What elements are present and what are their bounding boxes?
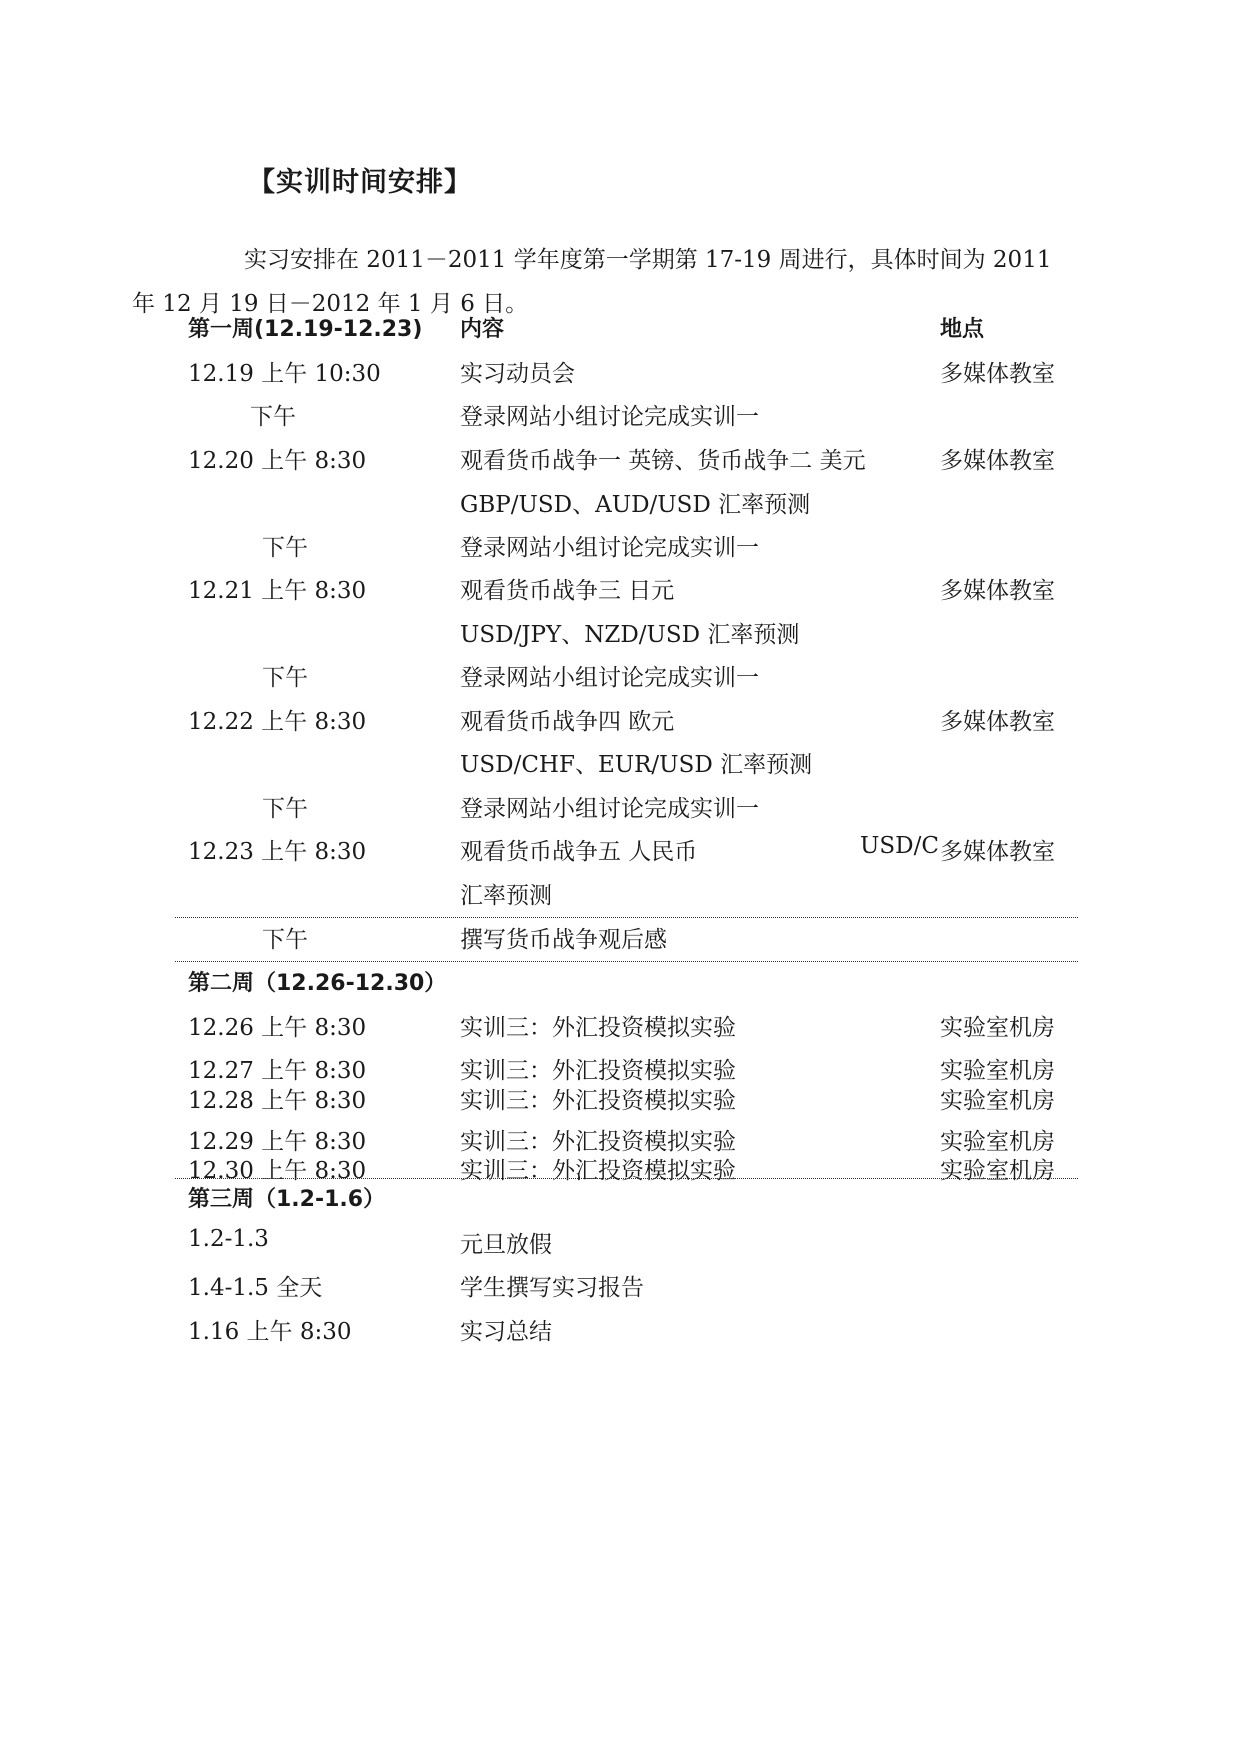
week2-title: 第二周（12.26-12.30）: [188, 971, 447, 996]
row-content: 观看货币战争一 英镑、货币战争二 美元: [460, 448, 866, 474]
row-location: 实验室机房: [940, 1015, 1055, 1041]
row-location: 实验室机房: [940, 1158, 1055, 1184]
row-time: 1.16 上午 8:30: [188, 1319, 352, 1345]
location-column-header: 地点: [940, 317, 985, 342]
schedule-row: [188, 1269, 1088, 1309]
row-content: 元旦放假: [460, 1232, 552, 1258]
row-location: 多媒体教室: [940, 578, 1055, 604]
row-time: 12.19 上午 10:30: [188, 361, 381, 387]
row-content: 登录网站小组讨论完成实训一: [460, 535, 759, 561]
row-content-continued: USD/C: [860, 833, 939, 859]
dotted-divider: [175, 917, 1078, 918]
row-time: 12.29 上午 8:30: [188, 1129, 367, 1155]
row-content: USD/JPY、NZD/USD 汇率预测: [460, 622, 800, 648]
row-time: 12.26 上午 8:30: [188, 1015, 367, 1041]
week1-title: 第一周(12.19-12.23): [188, 317, 423, 342]
row-time: 下午: [262, 927, 308, 953]
schedule-row: [188, 1009, 1088, 1049]
intro-line-2: 年 12 月 19 日－2012 年 1 月 6 日。: [132, 291, 529, 317]
schedule-row: [188, 1313, 1088, 1353]
schedule-row: [188, 572, 1088, 612]
row-content: 实训三：外汇投资模拟实验: [460, 1058, 736, 1084]
schedule-row: [188, 486, 1088, 526]
row-time: 1.4-1.5 全天: [188, 1275, 323, 1301]
row-content: 观看货币战争五 人民币: [460, 839, 698, 865]
row-content: 实训三：外汇投资模拟实验: [460, 1129, 736, 1155]
row-location: 实验室机房: [940, 1058, 1055, 1084]
row-content: 汇率预测: [460, 883, 552, 909]
row-content: 撰写货币战争观后感: [460, 927, 667, 953]
schedule-row: [188, 921, 1088, 961]
row-time: 12.22 上午 8:30: [188, 709, 367, 735]
row-content: GBP/USD、AUD/USD 汇率预测: [460, 492, 811, 518]
schedule-row: [188, 790, 1088, 830]
schedule-row: [188, 398, 1088, 438]
row-time: 12.23 上午 8:30: [188, 839, 367, 865]
row-content: 登录网站小组讨论完成实训一: [460, 665, 759, 691]
row-content: 实训三：外汇投资模拟实验: [460, 1088, 736, 1114]
row-content: 实习动员会: [460, 361, 575, 387]
week1-header-row: [188, 312, 1088, 352]
row-location: 多媒体教室: [940, 839, 1055, 865]
row-time: 12.28 上午 8:30: [188, 1088, 367, 1114]
row-time: 下午: [262, 796, 308, 822]
schedule-row: [188, 1082, 1088, 1122]
row-content: 实训三：外汇投资模拟实验: [460, 1158, 736, 1184]
row-content: 观看货币战争三 日元: [460, 578, 675, 604]
row-content: 实训三：外汇投资模拟实验: [460, 1015, 736, 1041]
row-content: 登录网站小组讨论完成实训一: [460, 796, 759, 822]
schedule-row: [188, 746, 1088, 786]
row-time: 1.2-1.3: [188, 1226, 269, 1252]
row-time: 12.21 上午 8:30: [188, 578, 367, 604]
row-time: 下午: [262, 665, 308, 691]
row-location: 多媒体教室: [940, 709, 1055, 735]
row-content: USD/CHF、EUR/USD 汇率预测: [460, 752, 813, 778]
row-location: 实验室机房: [940, 1088, 1055, 1114]
row-content: 观看货币战争四 欧元: [460, 709, 675, 735]
row-content: 学生撰写实习报告: [460, 1275, 644, 1301]
row-content: 实习总结: [460, 1319, 552, 1345]
row-time: 12.20 上午 8:30: [188, 448, 367, 474]
dotted-divider: [175, 961, 1078, 962]
schedule-row: [188, 529, 1088, 569]
row-time: 下午: [262, 535, 308, 561]
schedule-row: [188, 355, 1088, 395]
week3-title: 第三周（1.2-1.6）: [188, 1187, 386, 1212]
row-location: 多媒体教室: [940, 448, 1055, 474]
schedule-row: [188, 877, 1088, 917]
content-column-header: 内容: [460, 317, 505, 342]
row-time: 下午: [250, 404, 296, 430]
intro-line-1: 实习安排在 2011－2011 学年度第一学期第 17-19 周进行，具体时间为 2011: [244, 247, 1052, 273]
row-content: 登录网站小组讨论完成实训一: [460, 404, 759, 430]
row-time: 12.27 上午 8:30: [188, 1058, 367, 1084]
row-location: 实验室机房: [940, 1129, 1055, 1155]
row-location: 多媒体教室: [940, 361, 1055, 387]
schedule-row: [188, 442, 1088, 482]
schedule-row: [188, 833, 1088, 873]
schedule-row: [188, 659, 1088, 699]
schedule-row: [188, 1226, 1088, 1266]
dotted-divider: [175, 1178, 1078, 1179]
schedule-row: [188, 703, 1088, 743]
section-heading: 【实训时间安排】: [248, 167, 472, 198]
row-time: 12.30 上午 8:30: [188, 1158, 367, 1184]
schedule-row: [188, 616, 1088, 656]
